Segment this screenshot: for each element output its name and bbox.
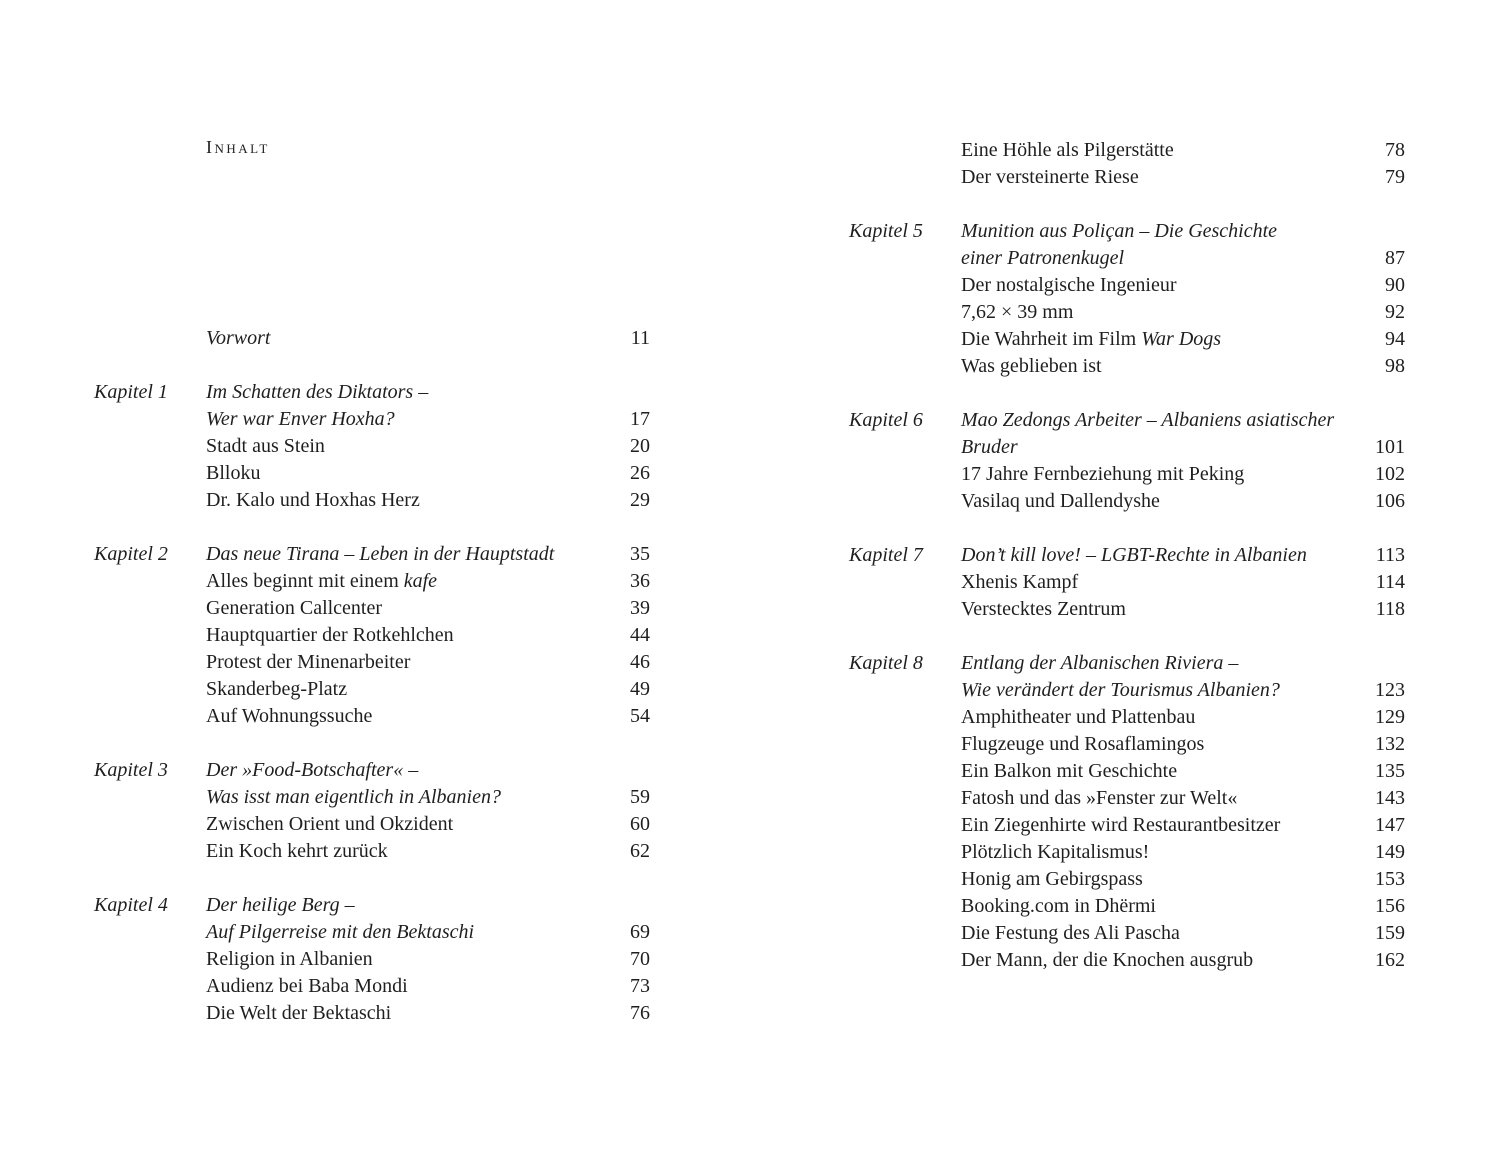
entry-page: 26 <box>630 462 650 484</box>
entry-title: Honig am Gebirgspass <box>961 868 1143 890</box>
entry-page: 149 <box>1375 841 1405 863</box>
entry-page: 44 <box>630 624 650 646</box>
entry-page: 129 <box>1375 706 1405 728</box>
chapter-label: Kapitel 2 <box>94 543 168 565</box>
entry-title: Zwischen Orient und Okzident <box>206 813 454 835</box>
entry-title <box>961 326 1221 353</box>
entry-page: 49 <box>630 678 650 700</box>
entry-page: 159 <box>1375 922 1405 944</box>
entry-title: Ein Balkon mit Geschichte <box>961 760 1178 782</box>
entry-page: 60 <box>630 813 650 835</box>
entry-title: Amphitheater und Plattenbau <box>961 706 1196 728</box>
chapter-page: 69 <box>630 921 650 943</box>
entry-page: 90 <box>1385 274 1405 296</box>
chapter-title-line1: Das neue Tirana – Leben in der Hauptstadt <box>206 543 555 565</box>
chapter-page: 17 <box>630 408 650 430</box>
right-page <box>750 0 1500 1167</box>
entry-title: Was geblieben ist <box>961 355 1102 377</box>
entry-title: Der nostalgische Ingenieur <box>961 274 1177 296</box>
chapter-title-line1: Der heilige Berg – <box>206 894 355 916</box>
entry-page: 29 <box>630 489 650 511</box>
chapter-label: Kapitel 7 <box>849 544 923 566</box>
entry-title: Blloku <box>206 462 261 484</box>
entry-title: Dr. Kalo und Hoxhas Herz <box>206 489 420 511</box>
chapter-title-line2: Was isst man eigentlich in Albanien? <box>206 786 501 808</box>
entry-title: Die Welt der Bektaschi <box>206 1002 392 1024</box>
entry-page: 36 <box>630 570 650 592</box>
entry-title: Stadt aus Stein <box>206 435 325 457</box>
entry-title: Audienz bei Baba Mondi <box>206 975 408 997</box>
entry-page: 153 <box>1375 868 1405 890</box>
entry-page: 70 <box>630 948 650 970</box>
chapter-title-line2: einer Patronenkugel <box>961 247 1125 269</box>
entry-title-emphasis: War Dogs <box>1141 328 1222 350</box>
chapter-title-line2: Wer war Enver Hoxha? <box>206 408 395 430</box>
entry-title: Ein Koch kehrt zurück <box>206 840 388 862</box>
chapter-label: Kapitel 1 <box>94 381 168 403</box>
entry-page: 156 <box>1375 895 1405 917</box>
entry-page: 162 <box>1375 949 1405 971</box>
entry-title: Der versteinerte Riese <box>961 166 1139 188</box>
entry-page: 39 <box>630 597 650 619</box>
entry-page: 132 <box>1375 733 1405 755</box>
entry-title: Der Mann, der die Knochen ausgrub <box>961 949 1254 971</box>
chapter-title-line2: Wie verändert der Tourismus Albanien? <box>961 679 1280 701</box>
chapter-page: 59 <box>630 786 650 808</box>
entry-page: 102 <box>1375 463 1405 485</box>
chapter-label: Kapitel 6 <box>849 409 923 431</box>
entry-page: 20 <box>630 435 650 457</box>
entry-title: Auf Wohnungssuche <box>206 705 373 727</box>
entry-page: 135 <box>1375 760 1405 782</box>
chapter-title-line1: Munition aus Poliçan – Die Geschichte <box>961 220 1278 242</box>
chapter-page: 35 <box>630 543 650 565</box>
entry-page: 54 <box>630 705 650 727</box>
entry-page: 79 <box>1385 166 1405 188</box>
entry-title: 7,62 × 39 mm <box>961 301 1074 323</box>
chapter-label: Kapitel 4 <box>94 894 168 916</box>
entry-title: Die Festung des Ali Pascha <box>961 922 1180 944</box>
entry-page: 98 <box>1385 355 1405 377</box>
entry-page: 92 <box>1385 301 1405 323</box>
entry-page: 143 <box>1375 787 1405 809</box>
chapter-title-line1: Entlang der Albanischen Riviera – <box>961 652 1239 674</box>
chapter-page: 113 <box>1375 544 1405 566</box>
entry-title: Skanderbeg-Platz <box>206 678 348 700</box>
entry-title: Hauptquartier der Rotkehlchen <box>206 624 454 646</box>
chapter-page: 123 <box>1375 679 1405 701</box>
entry-page: 73 <box>630 975 650 997</box>
entry-page: 147 <box>1375 814 1405 836</box>
chapter-title-line1: Im Schatten des Diktators – <box>206 381 429 403</box>
entry-page: 114 <box>1375 571 1405 593</box>
entry-title: Vasilaq und Dallendyshe <box>961 490 1160 512</box>
entry-title: Flugzeuge und Rosaflamingos <box>961 733 1205 755</box>
entry-title: Verstecktes Zentrum <box>961 598 1126 620</box>
entry-page: 94 <box>1385 328 1405 350</box>
entry-title: Xhenis Kampf <box>961 571 1079 593</box>
entry-page: 106 <box>1375 490 1405 512</box>
entry-title: 17 Jahre Fernbeziehung mit Peking <box>961 463 1245 485</box>
chapter-title-line1: Der »Food-Botschafter« – <box>206 759 419 781</box>
entry-title-text: Die Wahrheit im Film <box>961 328 1142 350</box>
entry-title: Fatosh und das »Fenster zur Welt« <box>961 787 1238 809</box>
entry-title <box>206 568 437 595</box>
entry-title: Generation Callcenter <box>206 597 383 619</box>
chapter-label: Kapitel 5 <box>849 220 923 242</box>
entry-title: Ein Ziegenhirte wird Restaurantbesitzer <box>961 814 1281 836</box>
entry-title: Protest der Minenarbeiter <box>206 651 411 673</box>
toc-heading: Inhalt <box>206 137 270 157</box>
entry-title: Religion in Albanien <box>206 948 373 970</box>
entry-page: 76 <box>630 1002 650 1024</box>
chapter-title-line2: Auf Pilgerreise mit den Bektaschi <box>206 921 475 943</box>
entry-title-emphasis: kafe <box>403 570 438 592</box>
chapter-title-line1: Don’t kill love! – LGBT-Rechte in Albanien <box>961 544 1307 566</box>
chapter-page: 87 <box>1385 247 1405 269</box>
entry-page: 46 <box>630 651 650 673</box>
chapter-label: Kapitel 3 <box>94 759 168 781</box>
chapter-title-line2: Bruder <box>961 436 1018 458</box>
entry-title: Plötzlich Kapitalismus! <box>961 841 1150 863</box>
entry-title: Eine Höhle als Pilgerstätte <box>961 139 1174 161</box>
chapter-page: 101 <box>1375 436 1405 458</box>
entry-title-text: Alles beginnt mit einem <box>206 570 404 592</box>
entry-page: 78 <box>1385 139 1405 161</box>
chapter-label: Kapitel 8 <box>849 652 923 674</box>
entry-title: Booking.com in Dhërmi <box>961 895 1156 917</box>
chapter-title-line1: Mao Zedongs Arbeiter – Albaniens asiatischer <box>961 409 1335 431</box>
entry-page: 118 <box>1375 598 1405 620</box>
entry-title: Vorwort <box>206 327 271 349</box>
entry-page: 62 <box>630 840 650 862</box>
entry-page: 11 <box>630 327 650 349</box>
